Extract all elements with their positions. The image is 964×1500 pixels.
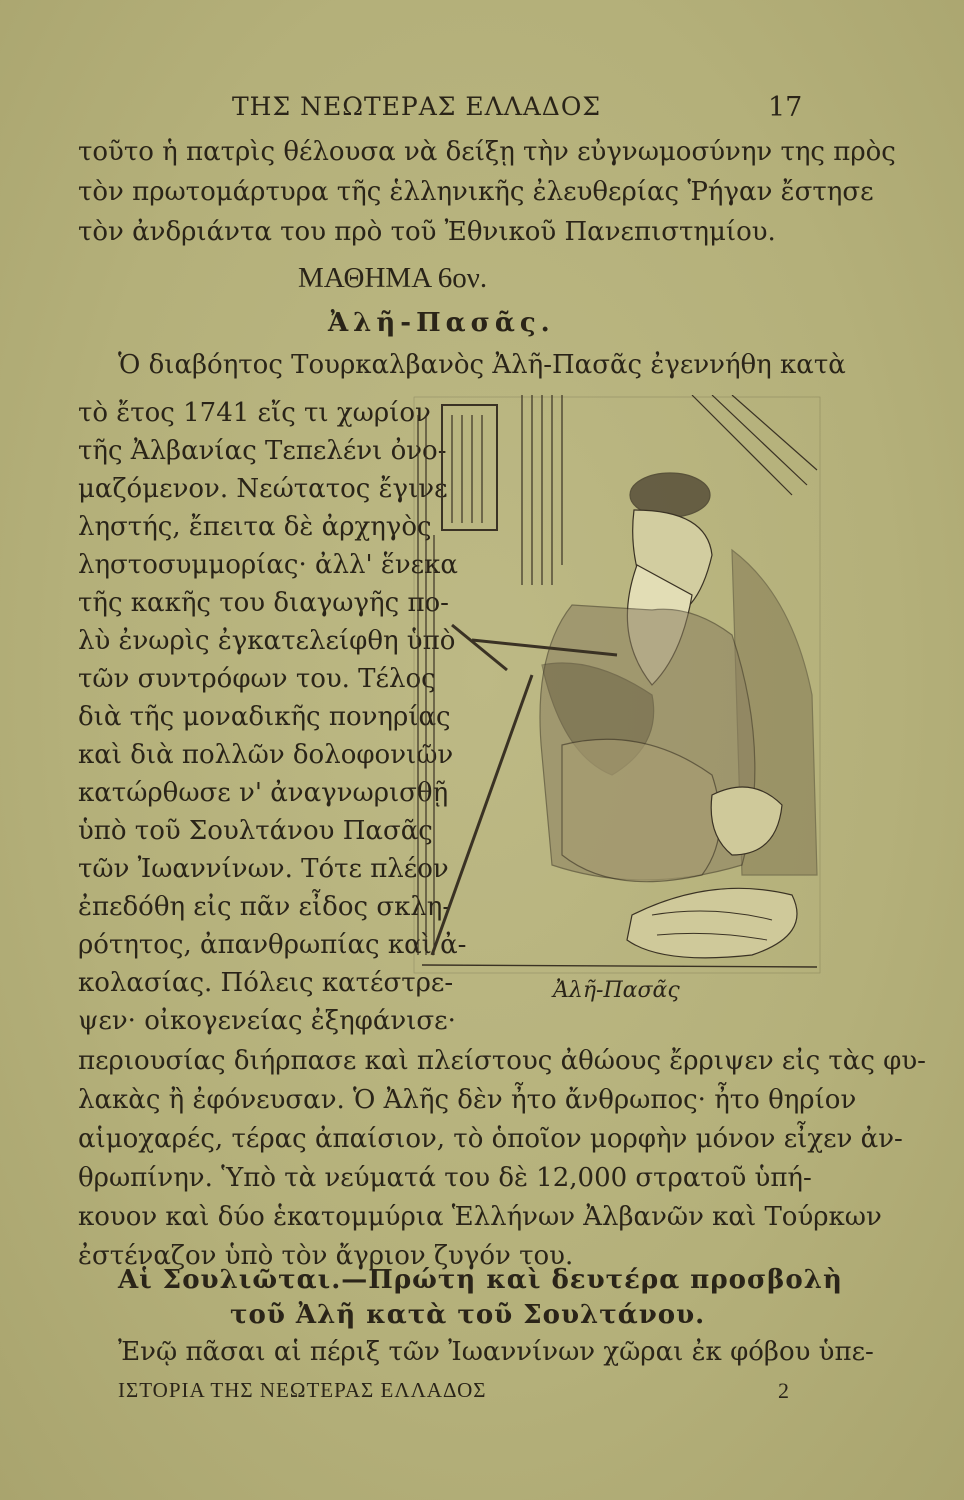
running-title: ΤΗΣ ΝΕΩΤΕΡΑΣ ΕΛΛΑΔΟΣ (232, 92, 602, 121)
body-line: ψεν· οἰκογενείας ἐξηφάνισε· (78, 1006, 456, 1036)
body-line: Ὁ διαβόητος Τουρκαλβανὸς Ἀλῆ-Πασᾶς ἐγεννήθη κατὰ (118, 350, 846, 380)
body-line: μαζόμενον. Νεώτατος ἔγινε (78, 474, 448, 504)
body-line: περιουσίας διήρπασε καὶ πλείστους ἀθώους ἔρριψεν εἰς τὰς φυ- (78, 1046, 926, 1076)
body-line: τῶν συντρόφων του. Τέλος (78, 664, 436, 694)
section-subheading: τοῦ Ἀλῆ κατὰ τοῦ Σουλτάνου. (230, 1300, 706, 1330)
body-line: τῆς Ἀλβανίας Τεπελένι ὀνο- (78, 436, 447, 466)
body-line: κατώρθωσε ν' ἀναγνωρισθῇ (78, 778, 449, 808)
body-line: διὰ τῆς μοναδικῆς πονηρίας (78, 702, 451, 732)
body-line: τὸ ἔτος 1741 εἴς τι χωρίον (78, 398, 431, 428)
body-line: ρότητος, ἀπανθρωπίας καὶ ἀ- (78, 930, 467, 960)
section-title: Ἀλῆ-Πασᾶς. (328, 308, 555, 338)
signature-mark: 2 (778, 1378, 789, 1403)
body-line: ἐστέναζον ὑπὸ τὸν ἄγριον ζυγόν του. (78, 1241, 574, 1271)
body-line: ὑπὸ τοῦ Σουλτάνου Πασᾶς (78, 816, 433, 846)
body-line: αἱμοχαρές, τέρας ἀπαίσιον, τὸ ὁποῖον μορφὴν μόνον εἶχεν ἀν- (78, 1124, 903, 1154)
body-line: λὺ ἐνωρὶς ἐγκατελείφθη ὑπὸ (78, 626, 456, 656)
body-line: Ἐνῷ πᾶσαι αἱ πέριξ τῶν Ἰωαννίνων χῶραι ἐκ φόβου ὑπε- (118, 1337, 874, 1367)
body-line: ληστοσυμμορίας· ἀλλ' ἕνεκα (78, 550, 458, 580)
body-line: καὶ διὰ πολλῶν δολοφονιῶν (78, 740, 454, 770)
body-line: κολασίας. Πόλεις κατέστρε- (78, 968, 454, 998)
lesson-title: ΜΑΘΗΜΑ 6ον. (298, 262, 488, 294)
body-line: τῆς κακῆς του διαγωγῆς πο- (78, 588, 449, 618)
section-subheading: Αἱ Σουλιῶται.—Πρώτη καὶ δευτέρα προσβολὴ (118, 1265, 843, 1295)
intro-line: τὸν πρωτομάρτυρα τῆς ἑλληνικῆς ἐλευθερίας Ῥήγαν ἔστησε (78, 177, 874, 207)
intro-line: τοῦτο ἡ πατρὶς θέλουσα νὰ δείξῃ τὴν εὐγνωμοσύνην της πρὸς (78, 137, 896, 167)
body-line: θρωπίνην. Ὑπὸ τὰ νεύματά του δὲ 12,000 στρατοῦ ὑπή- (78, 1163, 812, 1193)
body-line: ἐπεδόθη εἰς πᾶν εἶδος σκλη- (78, 892, 452, 922)
body-line: τῶν Ἰωαννίνων. Τότε πλέον (78, 854, 449, 884)
footer-book-title: ΙΣΤΟΡΙΑ ΤΗΣ ΝΕΩΤΕΡΑΣ ΕΛΛΑΔΟΣ (118, 1378, 487, 1402)
portrait-engraving-icon (412, 395, 822, 975)
page-number: 17 (768, 92, 803, 123)
body-line: ληστής, ἔπειτα δὲ ἀρχηγὸς (78, 512, 432, 542)
body-line: κουον καὶ δύο ἑκατομμύρια Ἑλλήνων Ἀλβανῶν καὶ Τούρκων (78, 1202, 882, 1232)
illustration-caption: Ἀλῆ-Πασᾶς (553, 978, 680, 1003)
intro-line: τὸν ἀνδριάντα του πρὸ τοῦ Ἐθνικοῦ Πανεπιστημίου. (78, 217, 776, 247)
body-line: λακὰς ἢ ἐφόνευσαν. Ὁ Ἀλῆς δὲν ἦτο ἄνθρωπος· ἦτο θηρίον (78, 1085, 857, 1115)
